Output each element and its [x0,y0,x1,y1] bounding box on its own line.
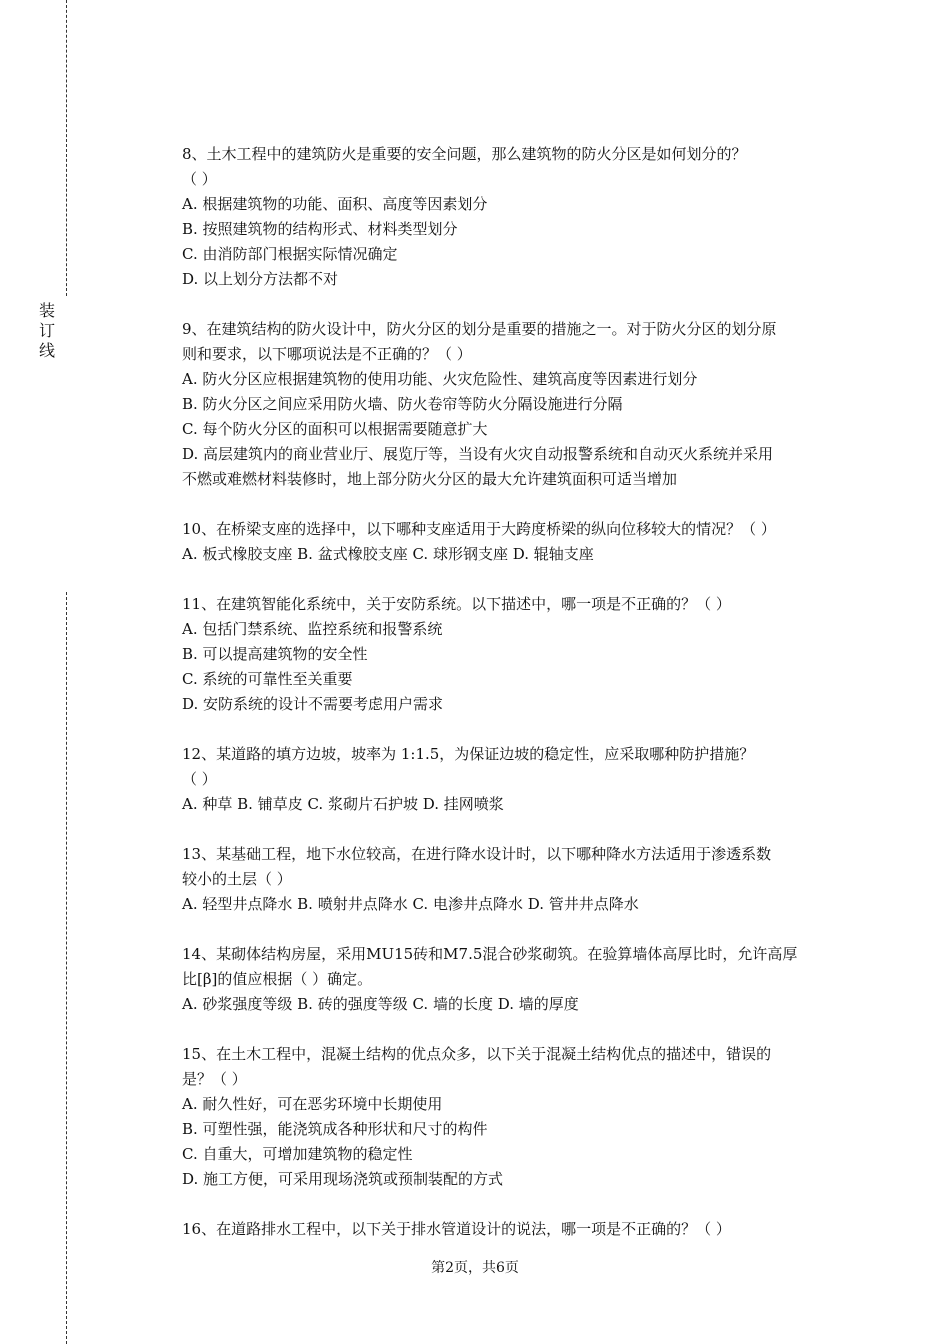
question-list [182,142,842,1267]
option-d: D. 高层建筑内的商业营业厅、展览厅等，当设有火灾自动报警系统和自动灭火系统并采用 [182,445,774,463]
option-b: B. 可塑性强，能浇筑成各种形状和尺寸的构件 [182,1120,488,1138]
option-b: B. 可以提高建筑物的安全性 [182,645,368,663]
options-inline: A. 砂浆强度等级 B. 砖的强度等级 C. 墙的长度 D. 墙的厚度 [182,995,579,1013]
binding-dashed-line-bottom [66,592,67,1344]
question-15 [182,1042,842,1192]
option-d: D. 施工方便，可采用现场浇筑或预制装配的方式 [182,1170,504,1188]
question-line: 10、在桥梁支座的选择中，以下哪种支座适用于大跨度桥梁的纵向位移较大的情况？（ ） [182,520,776,538]
page-number: 第2页，共6页 [431,1260,519,1276]
question-10 [182,517,842,567]
question-line: （ ） [182,170,217,188]
question-line: 比[β]的值应根据（ ）确定。 [182,970,373,988]
question-line: 16、在道路排水工程中，以下关于排水管道设计的说法，哪一项是不正确的？（ ） [182,1220,731,1238]
option-b: B. 按照建筑物的结构形式、材料类型划分 [182,220,458,238]
question-line: 15、在土木工程中，混凝土结构的优点众多，以下关于混凝土结构优点的描述中，错误的 [182,1045,772,1063]
binding-dashed-line-top [66,0,67,296]
question-9 [182,317,842,492]
question-12 [182,742,842,817]
question-11 [182,592,842,717]
question-line: 较小的土层（ ） [182,870,292,888]
option-d: D. 以上划分方法都不对 [182,270,339,288]
option-c: C. 每个防火分区的面积可以根据需要随意扩大 [182,420,488,438]
option-c: C. 由消防部门根据实际情况确定 [182,245,398,263]
binding-char: 线 [38,341,55,360]
options-inline: A. 种草 B. 铺草皮 C. 浆砌片石护坡 D. 挂网喷浆 [182,795,504,813]
question-line: 8、土木工程中的建筑防火是重要的安全问题，那么建筑物的防火分区是如何划分的？ [182,145,747,163]
option-a: A. 根据建筑物的功能、面积、高度等因素划分 [182,195,488,213]
question-line: 则和要求，以下哪项说法是不正确的？（ ） [182,345,472,363]
question-13 [182,842,842,917]
question-line: 是？（ ） [182,1070,247,1088]
binding-char: 装 [38,301,55,320]
binding-char: 订 [38,321,55,340]
question-line: 11、在建筑智能化系统中，关于安防系统。以下描述中，哪一项是不正确的？（ ） [182,595,731,613]
options-inline: A. 板式橡胶支座 B. 盆式橡胶支座 C. 球形钢支座 D. 辊轴支座 [182,545,594,563]
question-line: 9、在建筑结构的防火设计中，防火分区的划分是重要的措施之一。对于防火分区的划分原 [182,320,777,338]
question-line: 13、某基础工程，地下水位较高，在进行降水设计时，以下哪种降水方法适用于渗透系数 [182,845,772,863]
option-c: C. 系统的可靠性至关重要 [182,670,353,688]
question-8 [182,142,842,292]
option-d-continued: 不燃或难燃材料装修时，地上部分防火分区的最大允许建筑面积可适当增加 [182,470,678,488]
question-16 [182,1217,842,1242]
question-line: 12、某道路的填方边坡，坡率为 1:1.5，为保证边坡的稳定性，应采取哪种防护措施？ [182,745,755,763]
option-a: A. 耐久性好，可在恶劣环境中长期使用 [182,1095,443,1113]
question-line: 14、某砌体结构房屋，采用MU15砖和M7.5混合砂浆砌筑。在验算墙体高厚比时，允许高厚 [182,945,798,963]
option-d: D. 安防系统的设计不需要考虑用户需求 [182,695,444,713]
binding-label [37,301,57,361]
option-a: A. 包括门禁系统、监控系统和报警系统 [182,620,443,638]
question-line: （ ） [182,770,217,788]
options-inline: A. 轻型井点降水 B. 喷射井点降水 C. 电渗井点降水 D. 管井井点降水 [182,895,639,913]
option-c: C. 自重大，可增加建筑物的稳定性 [182,1145,413,1163]
question-14 [182,942,842,1017]
option-b: B. 防火分区之间应采用防火墙、防火卷帘等防火分隔设施进行分隔 [182,395,623,413]
option-a: A. 防火分区应根据建筑物的使用功能、火灾危险性、建筑高度等因素进行划分 [182,370,698,388]
